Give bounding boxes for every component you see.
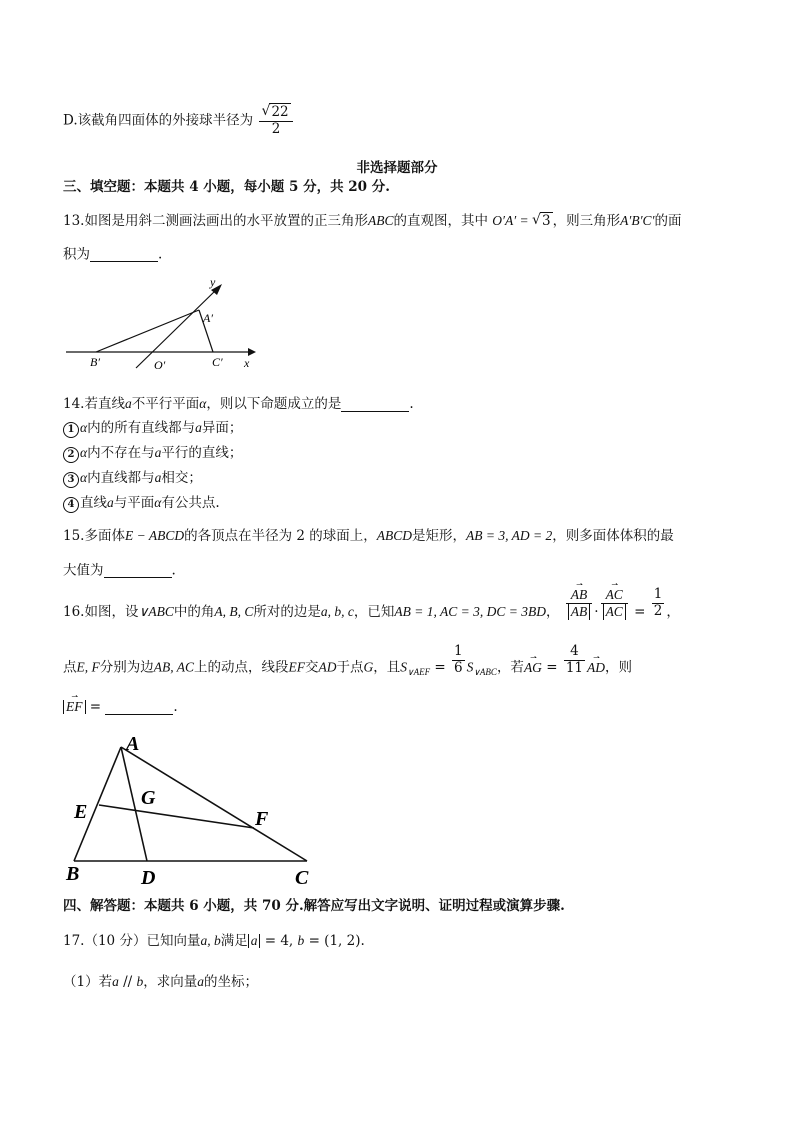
label-o-prime: O′ xyxy=(154,358,166,372)
label-b-prime: B′ xyxy=(90,355,100,369)
label-f: F xyxy=(255,808,269,830)
q13-text-d: 的面 xyxy=(654,213,682,229)
q14-opt2-p0: α xyxy=(80,445,88,460)
q14-stem xyxy=(63,397,414,412)
q14-opt2-p1: 内不存在与 xyxy=(87,445,155,461)
x-axis-arrow-icon xyxy=(248,348,256,356)
q16-triangle: ∨ABC xyxy=(138,604,174,619)
q17-text-d: = (1, 2). xyxy=(304,933,365,949)
q16-text-e: ， xyxy=(545,604,560,620)
q17-p1-vec-a: a xyxy=(112,974,119,989)
q16-line2: 点E, F分别为边AB, AC上的动点，线段EF交AD于点G，且$S_{\vee AEF}$ = $\frac{1}{6}$ $S_{\vee ABC}$，若 ⇀ AG = $\frac{4}{11}$ ⇀ AD，则 xyxy=(63,643,633,678)
q14-text-c: ，则以下命题成立的是 xyxy=(206,396,342,412)
q14-option-1 xyxy=(63,421,242,438)
q14-option-2 xyxy=(63,446,242,463)
circled-number-3: 3 xyxy=(63,472,79,488)
q15-text-c: 是矩形， xyxy=(412,528,467,544)
q13-radicand: 3 xyxy=(542,213,551,229)
circled-number-2: 2 xyxy=(63,447,79,463)
q13-end: . xyxy=(158,246,163,263)
q14-line-a: a xyxy=(124,396,132,411)
q14-opt3-p2: a xyxy=(154,470,162,485)
y-axis xyxy=(136,290,216,368)
q17-vec-b: b xyxy=(297,933,305,948)
label-c-prime: C′ xyxy=(212,355,223,369)
q16-area2: S xyxy=(466,659,474,675)
q14-text-a: 14.若直线 xyxy=(63,396,125,412)
q17-text-b: 满足 xyxy=(220,933,248,949)
q16-l2-h: ，则 xyxy=(605,659,633,676)
q14-opt1-p2: a xyxy=(195,420,202,435)
q15-text-max: 大值为 xyxy=(63,562,104,579)
q17-p1-parallel: // xyxy=(118,974,137,990)
q13-sqrt: √ 3 xyxy=(532,212,551,229)
q17-vectors: a, b xyxy=(200,933,221,948)
q14-option-3 xyxy=(63,471,202,488)
q16-half-den: 2 xyxy=(653,603,663,619)
q17-text-c: = 4, xyxy=(260,933,298,949)
q13-figure xyxy=(60,272,270,376)
label-y: y xyxy=(210,275,216,289)
q14-opt4-p2: 与平面 xyxy=(113,495,155,511)
q13-triangle: A′B′C′ xyxy=(620,213,655,228)
q16-411-num: 4 xyxy=(564,644,585,661)
label-a-prime: A′ xyxy=(203,311,213,325)
segment-ef xyxy=(99,805,254,828)
q14-opt4-p4: 有公共点. xyxy=(161,495,220,511)
q14-opt1-p1: 内的所有直线都与 xyxy=(87,420,196,436)
q15-rectangle: ABCD xyxy=(376,528,413,543)
q16-sides: a, b, c xyxy=(320,604,354,619)
q16-angles: A, B, C xyxy=(214,604,254,619)
edge-b-a xyxy=(96,310,199,352)
q14-opt4-p1: a xyxy=(107,495,114,510)
label-x: x xyxy=(244,356,250,370)
section4-header: 四、解答题：本题共 6 小题，共 70 分.解答应写出文字说明、证明过程或演算步骤. xyxy=(63,898,565,914)
q16-l2-g: ，若 xyxy=(496,659,524,676)
q13-condition: O′A′ = xyxy=(492,213,533,228)
q14-opt3-p1: 内直线都与 xyxy=(87,470,155,486)
q16-unit-ab-fraction: ⇀ AB AB xyxy=(566,587,593,619)
option-d-radicand: 22 xyxy=(271,104,289,120)
q16-l2-a: 点 xyxy=(63,659,77,676)
q14-opt4-p0: 直线 xyxy=(80,495,107,511)
q14-opt2-p3: 平行的直线； xyxy=(161,445,243,461)
q15-answer-blank[interactable] xyxy=(104,564,172,578)
q14-opt3-p3: 相交； xyxy=(161,470,202,486)
q17-p1-c: 的坐标； xyxy=(204,974,259,990)
q14-opt1-p0: α xyxy=(80,420,88,435)
q13-answer-blank[interactable] xyxy=(90,248,158,262)
q14-opt4-p3: α xyxy=(154,495,162,510)
q16-411-den: 11 xyxy=(565,659,584,676)
q16-half xyxy=(652,587,665,619)
q17-stem xyxy=(63,934,365,949)
q17-abs-a: a xyxy=(250,933,258,948)
q16-fr1-den: AB xyxy=(570,604,588,619)
q16-l2-d: 交 xyxy=(305,659,319,676)
q15-text-b: 的各顶点在半径为 2 的球面上， xyxy=(184,528,377,544)
q16-end: . xyxy=(173,699,178,715)
q14-opt2-p2: a xyxy=(154,445,162,460)
section3-header: 三、填空题：本题共 4 小题，每小题 5 分，共 20 分. xyxy=(63,179,390,195)
q16-fr2-num: AC xyxy=(605,587,623,603)
q13-text-a: 13.如图是用斜二测画法画出的水平放置的正三角形 xyxy=(63,213,368,229)
q16-text-b: 中的角 xyxy=(173,604,215,620)
q17-text-a: 17.（10 分）已知向量 xyxy=(63,933,201,949)
q16-text-d: ，已知 xyxy=(353,604,395,620)
q14-option-4 xyxy=(63,496,220,513)
q14-plane-alpha: α xyxy=(199,396,207,411)
q17-p1-b: ，求向量 xyxy=(143,974,198,990)
q16-points-ef: E, F xyxy=(76,659,100,675)
option-d-fraction: √ 22 2 xyxy=(259,105,292,137)
label-c: C xyxy=(295,867,309,889)
q15-text-a: 15.多面体 xyxy=(63,528,125,544)
q16-ag-eq: = xyxy=(541,659,562,676)
q16-sixth-num: 1 xyxy=(454,643,463,659)
label-e: E xyxy=(74,801,88,823)
q17-p1-vec-a2: a xyxy=(197,974,205,989)
q16-segment-ef: EF xyxy=(288,659,305,675)
q16-fr2-den: AC xyxy=(605,604,623,619)
label-b: B xyxy=(66,863,80,885)
q16-figure xyxy=(62,730,322,890)
q16-area2-sub: ∨ABC xyxy=(473,667,497,678)
q13-text-c: ，则三角形 xyxy=(552,213,621,229)
q13-text-area: 积为 xyxy=(63,246,90,263)
q16-eq: = xyxy=(629,604,650,620)
circled-number-4: 4 xyxy=(63,497,79,513)
label-g: G xyxy=(141,787,156,809)
q16-ef-eq: = xyxy=(85,699,106,715)
q16-unit-ac-fraction: ⇀ AC AC xyxy=(601,587,628,619)
q14-end: . xyxy=(409,396,414,412)
q16-area-eq: = xyxy=(430,659,450,676)
q14-text-b: 不平行平面 xyxy=(131,396,200,412)
option-d-denominator: 2 xyxy=(271,120,281,137)
q17-part1 xyxy=(63,975,258,990)
q16-area1: S xyxy=(400,659,407,675)
q17-p1-vec-b: b xyxy=(136,974,144,989)
label-d: D xyxy=(141,867,156,889)
circled-number-1: 1 xyxy=(63,422,79,438)
q16-fr1-num: AB xyxy=(570,587,588,603)
q13-abc: ABC xyxy=(367,213,394,228)
q16-condition: AB = 1, AC = 3, DC = 3BD xyxy=(394,604,546,619)
q16-comma: ， xyxy=(666,604,680,620)
q15-text-d: ，则多面体体积的最 xyxy=(552,528,674,544)
q16-area1-sub: ∨AEF xyxy=(407,667,431,678)
q14-opt1-p3: 异面； xyxy=(201,420,243,436)
q16-l2-e: 于点 xyxy=(336,659,364,676)
q16-l2-b: 分别为边 xyxy=(99,659,154,676)
q16-answer-blank[interactable] xyxy=(105,701,173,715)
q13-line1 xyxy=(63,214,682,229)
q16-edges: AB, AC xyxy=(153,659,194,675)
q15-line2 xyxy=(63,564,176,578)
q16-segment-ad: AD xyxy=(318,659,337,675)
option-d xyxy=(63,105,295,137)
q14-answer-blank[interactable] xyxy=(341,398,409,412)
q16-dot: · xyxy=(594,604,599,620)
q15-condition: AB = 3, AD = 2 xyxy=(466,528,553,543)
q15-line1 xyxy=(63,529,674,544)
q13-line2 xyxy=(63,248,162,262)
q13-text-b: 的直观图，其中 xyxy=(393,213,488,229)
q16-vec-ad: AD xyxy=(587,659,606,675)
q17-p1-a: （1）若 xyxy=(63,974,113,990)
q16-four-elevenths xyxy=(564,644,585,676)
q16-text-c: 所对的边是 xyxy=(253,604,321,620)
q16-sixth xyxy=(452,644,465,676)
q16-point-g: G xyxy=(363,659,374,675)
q15-end: . xyxy=(171,562,176,579)
q16-text-a: 16.如图，设 xyxy=(63,604,139,620)
q16-line1 xyxy=(63,580,680,620)
q16-vec-ef: EF xyxy=(66,699,83,714)
q16-line3: ⇀ EF = . xyxy=(63,700,178,715)
q16-l2-c: 上的动点，线段 xyxy=(194,659,289,676)
label-a: A xyxy=(126,733,140,755)
q16-l2-f: ，且 xyxy=(373,659,401,676)
option-d-text: D.该截角四面体的外接球半径为 xyxy=(63,112,254,129)
q16-half-num: 1 xyxy=(653,586,663,603)
section-title: 非选择题部分 xyxy=(356,160,438,176)
q14-opt3-p0: α xyxy=(80,470,88,485)
q15-polyhedron: E − ABCD xyxy=(124,528,185,543)
q16-sixth-den: 6 xyxy=(454,659,463,676)
q16-vec-ag: AG xyxy=(523,659,542,675)
